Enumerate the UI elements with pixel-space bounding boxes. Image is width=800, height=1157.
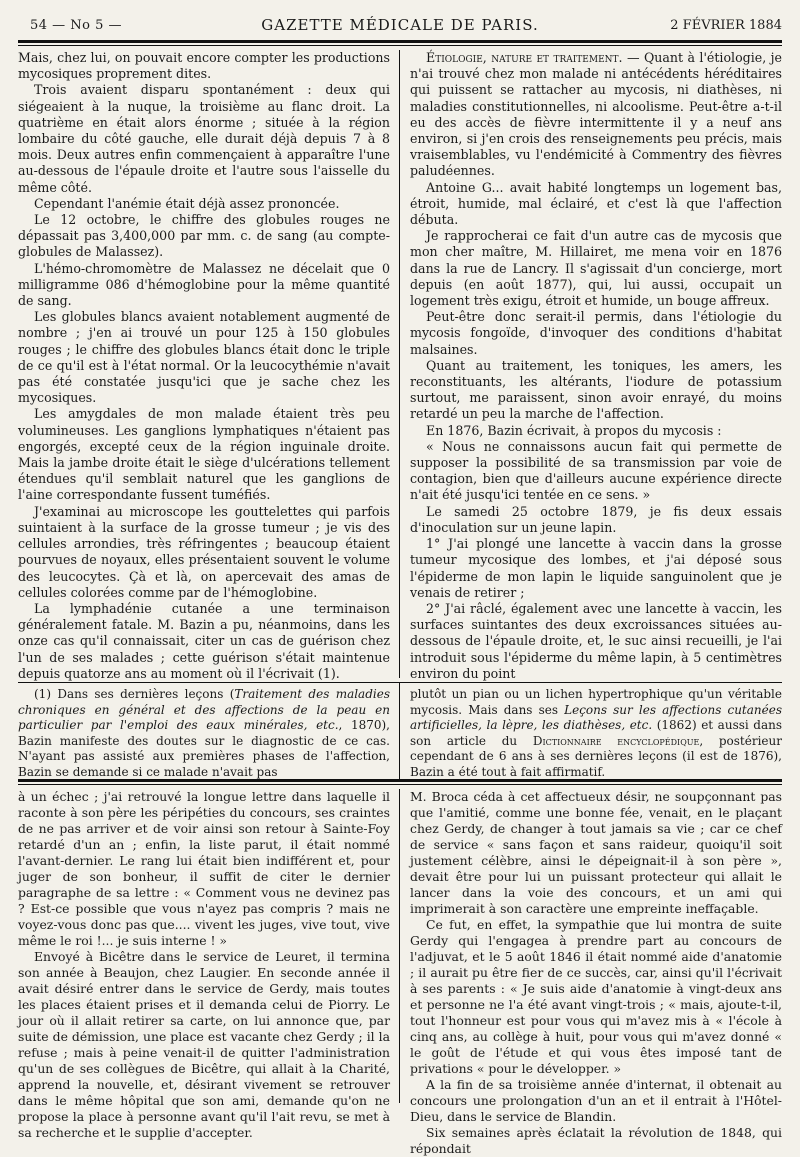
paragraph: 2° J'ai râclé, également avec une lancette à vaccin, les surfaces suintantes des deux excroissances situées au-dessous de l'épaule droite, et, le suc ainsi recueilli, je l'ai introduit sous l'épiderme du même lapin, à 5 centimètres environ du point [410, 600, 782, 681]
paragraph: Je rapprocherai ce fait d'un autre cas de mycosis que mon cher maître, M. Hillairet, me mena voir en 1876 dans la rue de Lancry. Il s'agissait d'un concierge, mort depuis (en août 1877), qui, lui aussi, occupait un logement très exigu, étroit et humide, un bouge affreux. [410, 228, 782, 309]
paragraph: Cependant l'anémie était déjà assez prononcée. [34, 195, 340, 211]
paragraph: Les amygdales de mon malade étaient très peu volumineuses. Les ganglions lymphatiques n'étaient pas engorgés, excepté ceux de la région inguinale droite. Mais la jambe droite était le siège d'ulcérations tellement étendues qu'il semblait naturel que les ganglions de l'aine correspondante fussent tuméfiés. [18, 406, 390, 503]
footnote-left [18, 687, 390, 780]
paragraph: L'hémo-chromomètre de Malassez ne décelait que 0 milligramme 086 d'hémoglobine pour la même quantité de sang. [18, 260, 390, 309]
column-divider [399, 789, 400, 1103]
header-rule [18, 40, 782, 46]
paragraph: La lymphadénie cutanée a une terminaison généralement fatale. M. Bazin a pu, néanmoins, dans les onze cas qu'il connaissait, citer un cas de guérison chez l'un de ses malades ; cette guérison s'était maintenue depuis quatorze ans au moment où il l'écrivait (1). [18, 600, 390, 681]
paragraph: A la fin de sa troisième année d'internat, il obtenait au concours une prolongation d'un an et il entrait à l'Hôtel-Dieu, dans le service de Blandin. [410, 1077, 782, 1124]
paragraph-text: — Quant à l'étiologie, je n'ai trouvé chez mon malade ni antécédents héréditaires qui puissent se rattacher au mycosis, ni diathèses, ni maladies constitutionnelles, ni alcoolisme. Peut-être a-t-il eu des accès de fièvre intermittente il y a neuf ans environ, si j'en crois des renseignements peu précis, mais vraisemblables, vu l'endémicité à Commentry des fièvres paludéennes. [410, 50, 782, 179]
paragraph: « Nous ne connaissons aucun fait qui permette de supposer la possibilité de sa transmission par voie de contagion, bien que d'ailleurs aucune expérience directe n'ait été jusqu'ici tentée en ce sens. » [410, 438, 782, 503]
footnote-right [410, 687, 782, 780]
top-left-column [18, 50, 390, 682]
paragraph: Quant au traitement, les toniques, les amers, les reconstituants, les altérants, l'iodure de potassium surtout, me paraissent, sinon avoir enrayé, du moins retardé un peu la marche de l'affection. [410, 357, 782, 422]
paragraph: Envoyé à Bicêtre dans le service de Leuret, il termina son année à Beaujon, chez Laugier. En seconde année il avait désiré entrer dans le service de Gerdy, mais toutes les places étaient prises et il demanda celui de Piorry. Le jour où il allait retirer sa carte, on lui annonce que, par suite de démission, une place est vacante chez Gerdy ; il la refuse ; mais à peine venait-il de quitter l'administration qu'un de ses collègues de Bicêtre, qui allait à la Charité, apprend la nouvelle, et, désirant vivement se retrouver dans le même hôpital que son ami, demande qu'on ne propose la place à personne avant qu'il l'ait revu, se met à sa recherche et le supplie d'accepter. [18, 949, 390, 1140]
publication-title: GAZETTE MÉDICALE DE PARIS. [261, 16, 539, 34]
newspaper-page [18, 14, 783, 1156]
column-divider [399, 683, 400, 779]
footnote-title: Traitement des maladies chroniques en général et des affections de la peau en particulier par l'emploi des eaux minérales, etc. [18, 687, 390, 732]
paragraph: M. Broca céda à cet affectueux désir, ne soupçonnant pas que l'amitié, comme une bonne fée, venait, en le plaçant chez Gerdy, de changer à tout jamais sa vie ; car ce chef de service « sans façon et sans raideur, quoiqu'il soit justement célèbre, ainsi le dépeignait-il à son père », devait être pour lui un puissant protecteur qui allait le lancer dans la voie des concours, et un ami qui imprimerait à son caractère une empreinte ineffaçable. [410, 789, 782, 916]
footnote-source: Dictionnaire encyclopédique [532, 733, 700, 748]
footnote-part: plutôt un pian ou un lichen hypertrophique qu'un véritable mycosis. Mais dans ses [410, 687, 782, 717]
paragraph: Six semaines après éclatait la révolution de 1848, qui répondait [410, 1125, 782, 1156]
page-header [18, 14, 782, 38]
paragraph: Peut-être donc serait-il permis, dans l'étiologie du mycosis fongoïde, d'invoquer des conditions d'habitat malsaines. [410, 309, 782, 357]
paragraph: Ce fut, en effet, la sympathie que lui montra de suite Gerdy qui l'engagea à prendre part au concours de l'adjuvat, et le 5 août 1846 il était nommé aide d'anatomie ; il aurait pu être fier de ce succès, car, ainsi qu'il l'écrivait à ses parents : « Je suis aide d'anatomie à vingt-deux ans et personne ne l'a été avant vingt-trois ; « mais, ajoute-t-il, tout l'honneur est pour vous qui m'avez mis à « l'école à cinq ans, au collège à huit, pour vous qui m'avez donné « le goût de l'étude et qui vous êtes imposé tant de privations « pour le développer. » [410, 917, 782, 1076]
footnote-text [410, 687, 782, 780]
paragraph: J'examinai au microscope les gouttelettes qui parfois suintaient à la surface de la grosse tumeur ; je vis des cellules arrondies, très réfringentes ; beaucoup étaient pourvues de noyaux, elles présentaient souvent le volume des leucocytes. Çà et là, on apercevait des amas de cellules colorées comme par de l'hémoglobine. [18, 503, 390, 600]
footnotes [18, 683, 782, 779]
page-number: 54 — No 5 — [30, 18, 123, 33]
paragraph [410, 50, 782, 180]
footnote-intro: (1) Dans ses dernières leçons ( [34, 687, 235, 701]
paragraph: Le 12 octobre, le chiffre des globules rouges ne dépassait pas 3,400,000 par mm. c. de sang (au compte-globules de Malassez). [18, 212, 390, 260]
footnote-text [18, 687, 390, 780]
column-divider [399, 50, 400, 678]
article-bottom [18, 789, 782, 1156]
bottom-right-column [410, 789, 782, 1157]
paragraph: à un échec ; j'ai retrouvé la longue lettre dans laquelle il raconte à son père les péripéties du concours, ses craintes de ne pas arriver et de voir ainsi son retour à Sainte-Foy retardé d'un an ; enfin, la liste parut, il était nommé l'avant-dernier. Le rang lui était bien indifférent et, pour juger de son bonheur, il suffit de citer le dernier paragraphe de sa lettre : « Comment vous ne devinez pas ? Est-ce possible que vous n'ayez pas compris ? mais ne voyez-vous donc pas que.... vivent les juges, vive tout, vive même le roi !... je suis interne ! » [18, 789, 390, 948]
paragraph: Mais, chez lui, on pouvait encore compter les productions mycosiques proprement dites. [18, 50, 390, 82]
paragraph: Le samedi 25 octobre 1879, je fis deux essais d'inoculation sur un jeune lapin. [410, 503, 782, 535]
section-heading: Étiologie, nature et traitement. [426, 50, 623, 65]
issue-date: 2 FÉVRIER 1884 [670, 18, 782, 33]
footnote-title: Leçons sur les affections cutanées artificielles, la lèpre, les diathèses, etc. [410, 702, 782, 732]
paragraph: Les globules blancs avaient notablement augmenté de nombre ; j'en ai trouvé un pour 125 à 150 globules rouges ; le chiffre des globules blancs était donc le triple de ce qu'il est à l'état normal. Or la leucocythémie n'avait pas été constatée jusqu'ici que je sache chez les mycosiques. [18, 309, 390, 406]
top-right-column [410, 50, 782, 682]
bottom-left-column [18, 789, 390, 1141]
footnote-rest: , 1870), Bazin manifeste des doutes sur le diagnostic de ce cas. N'ayant pas assisté aux premières phases de l'affection, Bazin se demande si ce malade n'avait pas [18, 718, 390, 779]
paragraph: En 1876, Bazin écrivait, à propos du mycosis : [426, 422, 722, 438]
footnote-part: , postérieur cependant de 6 ans à ses dernières leçons (il est de 1876), Bazin a été tout à fait affirmatif. [410, 733, 782, 779]
paragraph: Antoine G... avait habité longtemps un logement bas, étroit, humide, mal éclairé, et c'est là que l'affection débuta. [410, 179, 782, 228]
footnote-part: (1862) et aussi dans son article du [410, 718, 783, 748]
article-top [18, 50, 782, 681]
paragraph: 1° J'ai plongé une lancette à vaccin dans la grosse tumeur mycosique des lombes, et j'ai déposé sous l'épiderme de mon lapin le liquide sanguinolent que je venais de retirer ; [410, 536, 782, 600]
paragraph: Trois avaient disparu spontanément : deux qui siégeaient à la nuque, la troisième au flanc droit. La quatrième en était alors énorme ; située à la région lombaire du côté gauche, elle durait déjà depuis 7 à 8 mois. Deux autres enfin commençaient à apparaître l'une au-dessous de l'épaule droite et l'autre sous l'aisselle du même côté. [18, 82, 390, 195]
